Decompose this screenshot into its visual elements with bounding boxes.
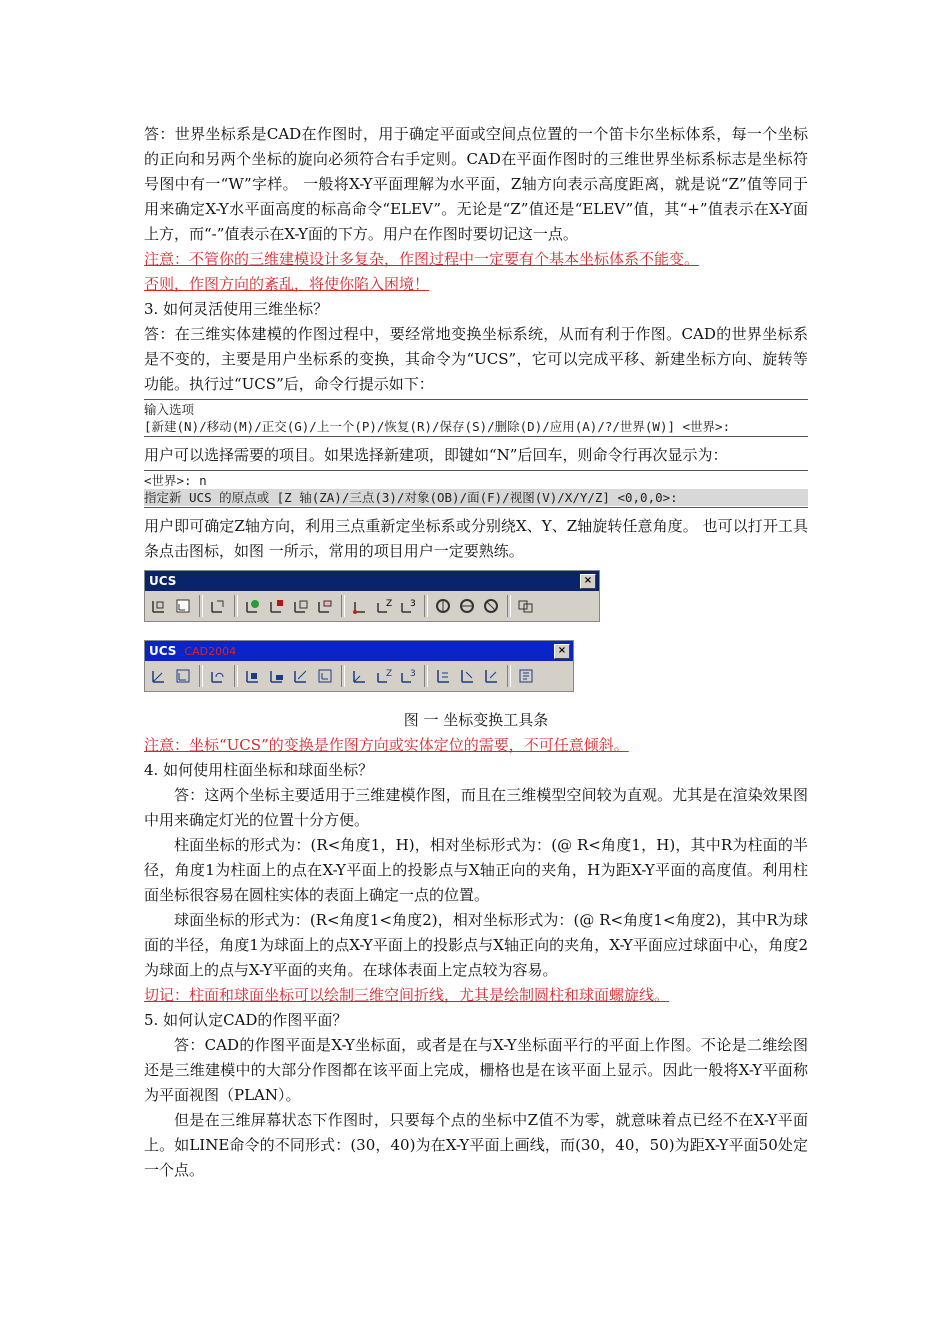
toolbar-separator <box>341 665 345 687</box>
question-5-heading: 5. 如何认定CAD的作图平面？ <box>144 1011 348 1029</box>
paragraph-z-value: 但是在三维屏幕状态下作图时，只要每个点的坐标中Z值不为零，就意味着点已经不在X-Y平面上。如LINE命令的不同形式：(30，40)为在X-Y平面上画线，而(30，40，50)为距X-Y平面50处定一个点。 <box>144 1111 808 1179</box>
command-prompt-options: [新建(N)/移动(M)/正交(G)/上一个(P)/恢复(R)/保存(S)/删除(D)/应用(A)/?/世界(W)] <世界>: <box>144 419 731 434</box>
toolbar-separator <box>341 595 345 617</box>
toolbar-separator <box>507 665 511 687</box>
display-ucs-dialog-icon[interactable] <box>173 596 193 616</box>
toolbar-separator <box>507 595 511 617</box>
z-axis-rotate-ucs-icon[interactable] <box>481 596 501 616</box>
answer-paragraph-cyl-sph: 答：这两个坐标主要适用于三维建模作图，而且在三维模型空间较为直观。尤其是在渲染效果图中用来确定灯光的位置十分方便。 <box>144 786 808 829</box>
three-point-ucs-icon[interactable] <box>374 666 394 686</box>
apply-ucs-icon[interactable] <box>516 596 536 616</box>
toolbar-title-group <box>149 644 236 658</box>
note-direction-confusion: 否则，作图方向的紊乱，将使你陷入困境！ <box>144 275 430 293</box>
answer-paragraph-drawing-plane: 答：CAD的作图平面是X-Y坐标面，或者是在与X-Y坐标面平行的平面上作图。不论是二维绘图还是三维建模中的大部分作图都在该平面上完成，栅格也是在该平面上显示。因此一般将X-Y平面称为平面视图（PLAN）。 <box>144 1036 808 1104</box>
toolbar-separator <box>234 665 238 687</box>
answer-paragraph-ucs: 答：在三维实体建模的作图过程中，要经常地变换坐标系统，从而有利于作图。CAD的世界坐标系是不变的，主要是用户坐标系的变换，其命令为“UCS”，它可以完成平移、新建坐标方向、旋转等功能。执行过“UCS”后，命令行提示如下： <box>144 325 808 393</box>
toolbar-title-bar <box>145 571 599 591</box>
svg-text:Z: Z <box>386 669 393 679</box>
figure-caption: 图 一 坐标变换工具条 <box>403 711 549 729</box>
y-axis-rotate-ucs-icon[interactable] <box>457 666 477 686</box>
toolbar-separator <box>199 665 203 687</box>
x-axis-rotate-ucs-icon[interactable] <box>433 596 453 616</box>
close-icon[interactable]: × <box>554 644 570 659</box>
svg-text:3: 3 <box>410 669 416 679</box>
close-icon[interactable]: × <box>580 574 596 589</box>
toolbar-separator <box>199 595 203 617</box>
question-4-heading: 4. 如何使用柱面坐标和球面坐标？ <box>144 761 374 779</box>
apply-ucs-icon[interactable] <box>516 666 536 686</box>
object-ucs-icon[interactable] <box>267 596 287 616</box>
ucs-toolbar-cad2004 <box>144 640 574 692</box>
toolbar-separator <box>424 595 428 617</box>
x-axis-rotate-ucs-icon[interactable] <box>433 666 453 686</box>
svg-text:Z: Z <box>386 599 393 609</box>
face-ucs-icon[interactable] <box>291 596 311 616</box>
object-ucs-icon[interactable] <box>267 666 287 686</box>
toolbar-subtitle: CAD2004 <box>184 645 237 658</box>
toolbar-icon-row <box>145 661 573 691</box>
view-ucs-icon[interactable] <box>291 666 311 686</box>
toolbar-title-bar <box>145 641 573 661</box>
command-prompt-origin: 指定新 UCS 的原点或 [Z 轴(ZA)/三点(3)/对象(OB)/面(F)/视图(V)/X/Y/Z] <0,0,0>: <box>144 489 808 506</box>
three-point-ucs-icon[interactable] <box>398 666 418 686</box>
question-3-heading: 3. 如何灵活使用三维坐标？ <box>144 300 329 318</box>
paragraph-toolbar-intro: 用户即可确定Z轴方向，利用三点重新定坐标系或分别绕X、Y、Z轴旋转任意角度。 也可以打开工具条点击图标，如图 一所示，常用的项目用户一定要熟练。 <box>144 517 808 560</box>
toolbar-title: UCS <box>149 644 177 658</box>
document-page <box>144 122 808 1183</box>
y-axis-rotate-ucs-icon[interactable] <box>457 596 477 616</box>
origin-ucs-icon[interactable] <box>315 666 335 686</box>
command-line-snippet-2 <box>144 470 808 508</box>
world-ucs-icon[interactable] <box>243 596 263 616</box>
world-ucs-icon[interactable] <box>173 666 193 686</box>
svg-text:3: 3 <box>410 599 416 609</box>
note-basic-coord-system: 注意：不管你的三维建模设计多复杂，作图过程中一定要有个基本坐标体系不能变。 <box>144 250 700 268</box>
command-line-snippet-1 <box>144 399 808 437</box>
ucs-toolbar-classic <box>144 570 600 622</box>
ucs-previous-icon[interactable] <box>208 666 228 686</box>
toolbar-icon-row <box>145 591 599 621</box>
face-ucs-icon[interactable] <box>243 666 263 686</box>
answer-paragraph-world-coords: 答：世界坐标系是CAD在作图时，用于确定平面或空间点位置的一个笛卡尔坐标体系，每一个坐标的正向和另两个坐标的旋向必须符合右手定则。CAD在平面作图时的三维世界坐标系标志是坐标符号图中有一“W”字样。 一般将X-Y平面理解为水平面，Z轴方向表示高度距离，就是说“Z”值等同于用来确定X-Y水平面高度的标高命令“ELEV”。无论是“Z”值还是“ELEV”值，其“+”值表示在X-Y面上方，而“-”值表示在X-Y面的下方。用户在作图时要切记这一点。 <box>144 125 808 243</box>
note-spiral-lines: 切记：柱面和球面坐标可以绘制三维空间折线，尤其是绘制圆柱和球面螺旋线。 <box>144 986 670 1004</box>
note-ucs-transform: 注意：坐标“UCS”的变换是作图方向或实体定位的需要，不可任意倾斜。 <box>144 736 629 754</box>
paragraph-cylindrical-coords: 柱面坐标的形式为：(R<角度1，H)，相对坐标形式为：(@ R<角度1，H)，其中R为柱面的半径，角度1为柱面上的点在X-Y平面上的投影点与X轴正向的夹角，H为距X-Y平面的高度值。利用柱面坐标很容易在圆柱实体的表面上确定一点的位置。 <box>144 836 808 904</box>
paragraph-spherical-coords: 球面坐标的形式为：(R<角度1<角度2)，相对坐标形式为：(@ R<角度1<角度2)，其中R为球面的半径，角度1为球面上的点X-Y平面上的投影点与X轴正向的夹角，X-Y平面应过球面中心，角度2为球面上的点与X-Y平面的夹角。在球体表面上定点较为容易。 <box>144 911 808 979</box>
origin-ucs-icon[interactable] <box>350 596 370 616</box>
toolbar-separator <box>234 595 238 617</box>
paragraph-select-new: 用户可以选择需要的项目。如果选择新建项，即键如“N”后回车，则命令行再次显示为： <box>144 446 728 464</box>
toolbar-separator <box>424 665 428 687</box>
command-prompt-title: 输入选项 <box>144 402 195 417</box>
z-axis-rotate-ucs-icon[interactable] <box>481 666 501 686</box>
three-point-ucs-icon[interactable] <box>398 596 418 616</box>
ucs-previous-icon[interactable] <box>208 596 228 616</box>
command-prompt-input: <世界>: n <box>144 473 207 488</box>
z-axis-vector-ucs-icon[interactable] <box>350 666 370 686</box>
z-axis-vector-ucs-icon[interactable] <box>374 596 394 616</box>
ucs-icon[interactable] <box>149 666 169 686</box>
ucs-icon[interactable] <box>149 596 169 616</box>
toolbar-title: UCS <box>149 574 177 588</box>
view-ucs-icon[interactable] <box>315 596 335 616</box>
